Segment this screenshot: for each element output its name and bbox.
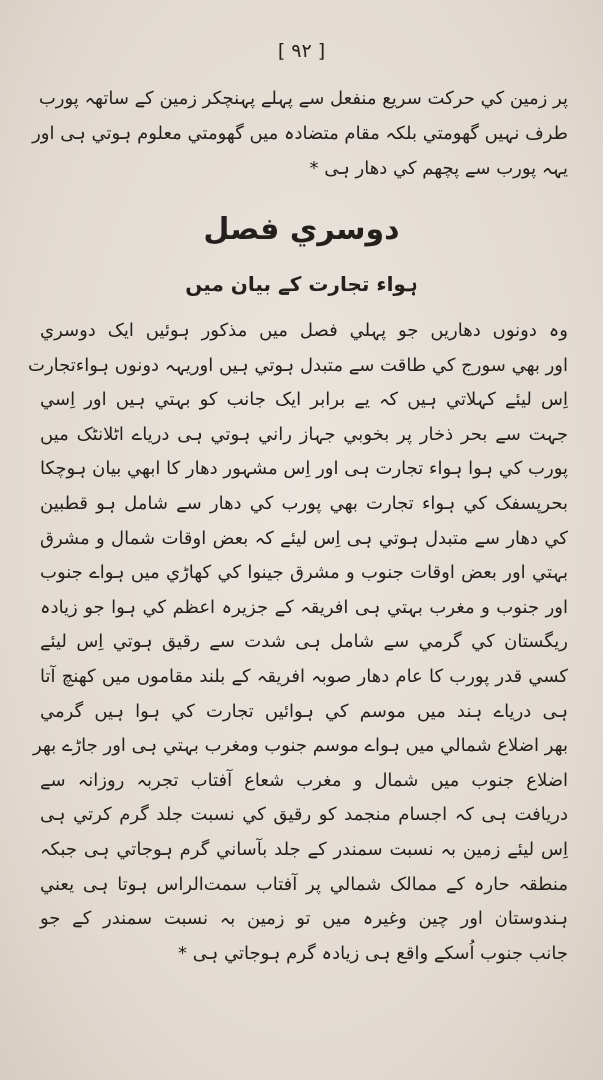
text-line: اِس ليئے زمين بہ نسبت سمندر کے جلد بآساني گرم ہوجاتي ہی جبکہ	[40, 839, 568, 860]
text-line: اور جنوب و مغرب بہتي ہی افريقہ کے جزيرہ اعظم کي ہوا جو زيادہ	[40, 596, 568, 618]
text-line: دريافت ہی کہ اجسام منجمد کو رقيق کي نسبت جلد گرم کرتي ہی	[40, 804, 568, 826]
chapter-title: دوسري فصل	[203, 212, 400, 247]
text-line: منطقہ حارہ کے ممالک شمالي پر آفتاب سمت‌الراس ہوتا ہی يعني	[40, 873, 568, 895]
text-line: اِس ليئے کہلاتي ہيں کہ يے برابر ايک جانب کو بہتي ہيں اور اِسي	[40, 389, 568, 411]
text-line: طرف نہيں گھومتي بلکہ مقام متضادہ ميں گھومتي معلوم ہوتي ہی اور	[32, 123, 568, 144]
text-line: جہت سے بحر ذخار پر بخوبي جہاز راني ہوتي ہی درياے اٹلانٹک ميں	[40, 423, 568, 445]
text-line: اور بهي سورج کي طاقت سے متبدل ہوتي ہيں اوريہہ دونوں ہواءتجارت	[28, 354, 568, 376]
text-line: کي دھار سے متبدل ہوتي ہی اِس ليئے کہ بعض اوقات شمال و مشرق	[40, 527, 568, 549]
text-line: بهر اضلاع شمالي ميں ہواے موسم جنوب ومغرب بہتي ہی اور جاڑے بهر	[32, 735, 568, 757]
text-line: کسي قدر پورب کا عام دھار صوبہ افريقہ کے بلند مقاموں ميں کھنچ آتا	[40, 666, 568, 687]
text-line: پر زمين کي حرکت سريع منفعل سے پہلے پہنچکر زمين کے ساتھہ پورب	[38, 88, 568, 109]
text-line: وہ دونوں دھاريں جو پہلي فصل ميں مذکور ہوئيں ايک دوسري	[40, 320, 568, 341]
text-line: پورب کي ہوا ہواء تجارت ہی اور اِس مشہور دھار کا ابهي بيان ہوچکا	[40, 458, 568, 480]
text-line: ريگستان کي گرمي سے شامل ہی شدت سے رقيق ہوتي اِس ليئے	[40, 631, 568, 653]
text-line: بہتي اور بعض اوقات جنوب و مشرق جينوا کي کھاڑي ميں ہواے جنوب	[40, 562, 568, 584]
text-line: ہندوستان اور چين وغيرہ ميں تو زمين بہ نسبت سمندر کے جو	[40, 908, 568, 930]
page-number: [ ۹۲ ]	[277, 40, 326, 62]
text-line: يہہ پورب سے پچھم کي دھار ہی *	[309, 158, 568, 179]
chapter-subtitle: ہواء تجارت کے بيان ميں	[185, 272, 418, 296]
text-line: اضلاع جنوب ميں شمال و مغرب شعاع آفتاب تجربہ روزانہ سے	[40, 769, 568, 791]
text-line: جانب جنوب اُسکے واقع ہی زيادہ گرم ہوجاتي ہی *	[177, 942, 568, 964]
text-line: ہی درياے ہند ميں موسم کي ہوائيں تجارت کي ہوا ہيں گرمي	[40, 700, 568, 722]
text-line: بحرپسفک کي ہواء تجارت بهي پورب کي دھار سے شامل ہو قطبين	[40, 493, 568, 514]
